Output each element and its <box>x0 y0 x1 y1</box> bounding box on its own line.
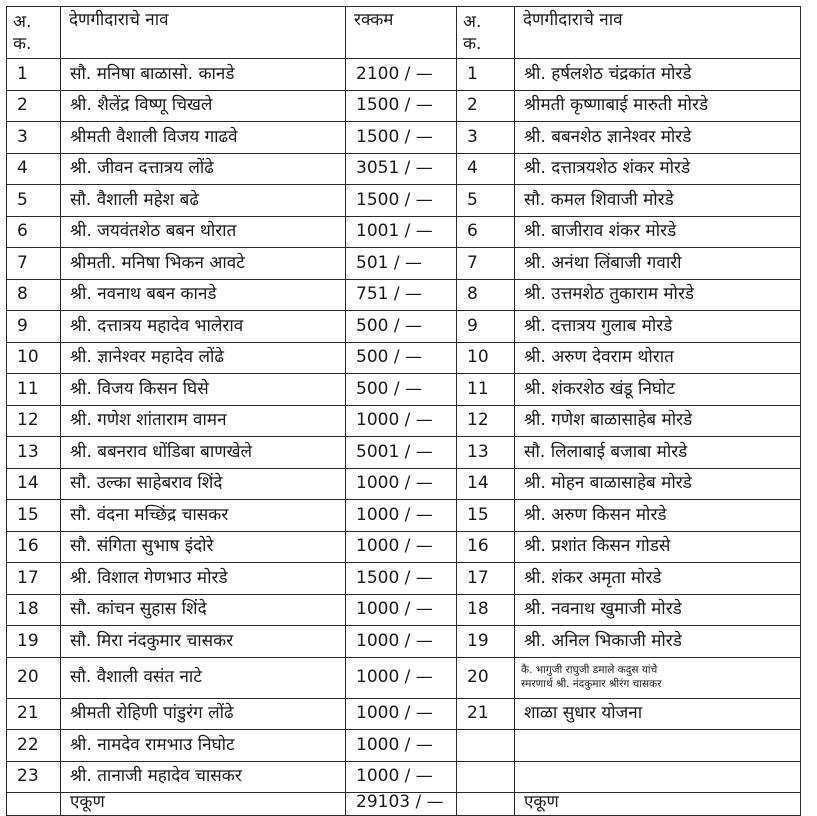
right-donor-name-cell: श्री. मोहन बाळासाहेब मोरडे <box>515 468 801 500</box>
donation-amount-cell: 5001 / — <box>346 437 457 469</box>
table-row <box>7 626 801 658</box>
left-serial-cell: 17 <box>7 563 61 595</box>
left-donor-name-cell: श्री. ज्ञानेश्वर महादेव लोंढे <box>61 342 346 374</box>
right-donor-name-cell: श्री. दत्तात्रयशेठ शंकर मोरडे <box>515 153 801 185</box>
right-serial-cell: 12 <box>457 405 515 437</box>
right-serial-cell <box>457 730 515 762</box>
donation-amount-cell: 1500 / — <box>346 185 457 217</box>
table-row <box>7 761 801 793</box>
right-donor-name-cell: श्री. अनिल भिकाजी मोरडे <box>515 626 801 658</box>
right-serial-cell: 7 <box>457 248 515 280</box>
left-serial-cell: 20 <box>7 657 61 698</box>
donation-amount-cell: 1000 / — <box>346 405 457 437</box>
donor-name-line1: कै. भागुजी राघुजी डमाले कदुस यांचे <box>521 664 658 677</box>
left-serial-cell: 19 <box>7 626 61 658</box>
donation-amount-cell: 500 / — <box>346 374 457 406</box>
right-donor-name-cell: श्री. उत्तमशेठ तुकाराम मोरडे <box>515 279 801 311</box>
right-donor-name-cell: सौ. कमल शिवाजी मोरडे <box>515 185 801 217</box>
right-donor-name-cell: श्री. नवनाथ खुमाजी मोरडे <box>515 594 801 626</box>
donation-amount-cell: 1000 / — <box>346 698 457 730</box>
left-donor-name-cell: श्री. बबनराव धोंडिबा बाणखेले <box>61 437 346 469</box>
right-serial-cell: 9 <box>457 311 515 343</box>
donation-amount-cell: 1500 / — <box>346 563 457 595</box>
left-serial-cell: 21 <box>7 698 61 730</box>
left-serial-cell: 11 <box>7 374 61 406</box>
left-serial-cell: 14 <box>7 468 61 500</box>
left-donor-name-cell: सौ. संगिता सुभाष इंदोरे <box>61 531 346 563</box>
total-label: एकूण <box>61 793 346 816</box>
table-row <box>7 122 801 154</box>
left-donor-name-cell: श्रीमती वैशाली विजय गाढवे <box>61 122 346 154</box>
right-serial-cell <box>457 761 515 793</box>
left-serial-cell: 18 <box>7 594 61 626</box>
donation-amount-cell: 500 / — <box>346 342 457 374</box>
donor-table <box>6 6 801 816</box>
donation-amount-cell: 1000 / — <box>346 500 457 532</box>
table-row <box>7 248 801 280</box>
table-row <box>7 657 801 698</box>
donation-amount-cell: 500 / — <box>346 311 457 343</box>
left-donor-name-cell: सौ. वंदना मच्छिंद्र चासकर <box>61 500 346 532</box>
right-serial-cell: 21 <box>457 698 515 730</box>
right-donor-name-cell: श्री. दत्तात्रय गुलाब मोरडे <box>515 311 801 343</box>
right-donor-name-cell: श्री. अनंथा लिंबाजी गवारी <box>515 248 801 280</box>
right-serial-cell: 8 <box>457 279 515 311</box>
right-donor-name-cell: सौ. लिलाबाई बजाबा मोरडे <box>515 437 801 469</box>
right-donor-name-cell: श्री. प्रशांत किसन गोडसे <box>515 531 801 563</box>
donation-amount-cell: 1000 / — <box>346 594 457 626</box>
left-donor-name-cell: श्री. शैलेंद्र विष्णू चिखले <box>61 90 346 122</box>
left-serial-cell: 15 <box>7 500 61 532</box>
donation-amount-cell: 1000 / — <box>346 531 457 563</box>
left-donor-name-cell: सौ. मिरा नंदकुमार चासकर <box>61 626 346 658</box>
serial-header-line2: क. <box>13 34 32 55</box>
donation-amount-cell: 1000 / — <box>346 761 457 793</box>
left-serial-cell: 7 <box>7 248 61 280</box>
left-serial-cell: 9 <box>7 311 61 343</box>
right-donor-name-cell: श्रीमती कृष्णाबाई मारुती मोरडे <box>515 90 801 122</box>
left-donor-name-cell: श्री. नामदेव रामभाउ निघोट <box>61 730 346 762</box>
left-serial-cell: 4 <box>7 153 61 185</box>
name-header-right: देणगीदाराचे नाव <box>515 7 801 59</box>
table-row <box>7 185 801 217</box>
table-row <box>7 698 801 730</box>
right-donor-name-cell: श्री. शंकर अमृता मोरडे <box>515 563 801 595</box>
left-serial-cell: 1 <box>7 59 61 91</box>
right-donor-name-cell <box>515 657 801 698</box>
amount-header: रक्कम <box>346 7 457 59</box>
right-serial-cell: 14 <box>457 468 515 500</box>
right-serial-cell: 19 <box>457 626 515 658</box>
right-serial-cell: 11 <box>457 374 515 406</box>
donation-amount-cell: 1000 / — <box>346 626 457 658</box>
table-row <box>7 153 801 185</box>
right-serial-cell: 4 <box>457 153 515 185</box>
right-donor-name-cell: शाळा सुधार योजना <box>515 698 801 730</box>
name-header-left: देणगीदाराचे नाव <box>61 7 346 59</box>
total-serial-cell <box>457 793 515 816</box>
right-donor-name-cell: श्री. अरुण देवराम थोरात <box>515 342 801 374</box>
left-donor-name-cell: श्री. विजय किसन घिसे <box>61 374 346 406</box>
left-donor-name-cell: श्री. गणेश शांताराम वामन <box>61 405 346 437</box>
right-serial-cell: 20 <box>457 657 515 698</box>
donation-amount-cell: 1000 / — <box>346 730 457 762</box>
right-serial-cell: 17 <box>457 563 515 595</box>
left-serial-cell: 23 <box>7 761 61 793</box>
donation-amount-cell: 501 / — <box>346 248 457 280</box>
left-serial-cell: 16 <box>7 531 61 563</box>
right-serial-cell: 3 <box>457 122 515 154</box>
left-serial-cell: 10 <box>7 342 61 374</box>
right-serial-cell: 16 <box>457 531 515 563</box>
serial-header-line2: क. <box>463 34 482 55</box>
header-row <box>7 7 801 59</box>
right-donor-name-cell: श्री. अरुण किसन मोरडे <box>515 500 801 532</box>
table-row <box>7 531 801 563</box>
table-row <box>7 500 801 532</box>
left-serial-cell: 12 <box>7 405 61 437</box>
right-serial-cell: 10 <box>457 342 515 374</box>
table-row <box>7 342 801 374</box>
total-amount: 29103 / — <box>346 793 457 816</box>
left-donor-name-cell: सौ. मनिषा बाळासो. कानडे <box>61 59 346 91</box>
total-row <box>7 793 801 816</box>
table-row <box>7 405 801 437</box>
left-donor-name-cell: श्री. दत्तात्रय महादेव भालेराव <box>61 311 346 343</box>
table-row <box>7 279 801 311</box>
left-serial-cell: 6 <box>7 216 61 248</box>
left-donor-name-cell: श्रीमती रोहिणी पांडुरंग लोंढे <box>61 698 346 730</box>
left-serial-cell: 5 <box>7 185 61 217</box>
total-serial-cell <box>7 793 61 816</box>
right-serial-cell: 13 <box>457 437 515 469</box>
right-serial-cell: 18 <box>457 594 515 626</box>
donation-amount-cell: 1000 / — <box>346 468 457 500</box>
table-row <box>7 90 801 122</box>
left-donor-name-cell: श्री. जीवन दत्तात्रय लोंढे <box>61 153 346 185</box>
serial-header-line1: अ. <box>463 12 482 32</box>
serial-header-right <box>457 7 515 59</box>
right-serial-cell: 1 <box>457 59 515 91</box>
left-donor-name-cell: श्री. जयवंतशेठ बबन थोरात <box>61 216 346 248</box>
right-donor-name-cell <box>515 730 801 762</box>
donation-amount-cell: 751 / — <box>346 279 457 311</box>
left-serial-cell: 8 <box>7 279 61 311</box>
left-donor-name-cell: श्री. नवनाथ बबन कानडे <box>61 279 346 311</box>
table-row <box>7 437 801 469</box>
left-donor-name-cell: श्रीमती. मनिषा भिकन आवटे <box>61 248 346 280</box>
table-row <box>7 730 801 762</box>
table-row <box>7 563 801 595</box>
right-serial-cell: 15 <box>457 500 515 532</box>
left-serial-cell: 2 <box>7 90 61 122</box>
right-donor-name-cell: श्री. हर्षलशेठ चंद्रकांत मोरडे <box>515 59 801 91</box>
left-donor-name-cell: सौ. वैशाली वसंत नाटे <box>61 657 346 698</box>
right-serial-cell: 2 <box>457 90 515 122</box>
left-donor-name-cell: सौ. वैशाली महेश बढे <box>61 185 346 217</box>
right-donor-name-cell: श्री. बाजीराव शंकर मोरडे <box>515 216 801 248</box>
table-row <box>7 374 801 406</box>
table-row <box>7 216 801 248</box>
right-donor-name-cell: श्री. गणेश बाळासाहेब मोरडे <box>515 405 801 437</box>
left-serial-cell: 13 <box>7 437 61 469</box>
donation-amount-cell: 1500 / — <box>346 122 457 154</box>
serial-header-left <box>7 7 61 59</box>
right-donor-name-cell <box>515 761 801 793</box>
table-row <box>7 594 801 626</box>
left-serial-cell: 3 <box>7 122 61 154</box>
right-donor-name-cell: श्री. शंकरशेठ खंडू निघोट <box>515 374 801 406</box>
table-row <box>7 59 801 91</box>
right-donor-name-cell: श्री. बबनशेठ ज्ञानेश्वर मोरडे <box>515 122 801 154</box>
left-donor-name-cell: सौ. कांचन सुहास शिंदे <box>61 594 346 626</box>
donation-amount-cell: 1500 / — <box>346 90 457 122</box>
left-donor-name-cell: सौ. उल्का साहेबराव शिंदे <box>61 468 346 500</box>
total-label-right: एकूण <box>515 793 801 816</box>
donation-amount-cell: 3051 / — <box>346 153 457 185</box>
left-serial-cell: 22 <box>7 730 61 762</box>
donation-amount-cell: 1000 / — <box>346 657 457 698</box>
right-serial-cell: 5 <box>457 185 515 217</box>
donation-amount-cell: 1001 / — <box>346 216 457 248</box>
table-row <box>7 311 801 343</box>
donor-name-line2: स्मरणार्थ श्री. नंदकुमार श्रीरंग चासकर <box>521 677 662 690</box>
right-serial-cell: 6 <box>457 216 515 248</box>
donation-amount-cell: 2100 / — <box>346 59 457 91</box>
table-row <box>7 468 801 500</box>
left-donor-name-cell: श्री. तानाजी महादेव चासकर <box>61 761 346 793</box>
serial-header-line1: अ. <box>13 12 32 32</box>
left-donor-name-cell: श्री. विशाल गेणभाउ मोरडे <box>61 563 346 595</box>
donor-table-body <box>7 7 801 816</box>
